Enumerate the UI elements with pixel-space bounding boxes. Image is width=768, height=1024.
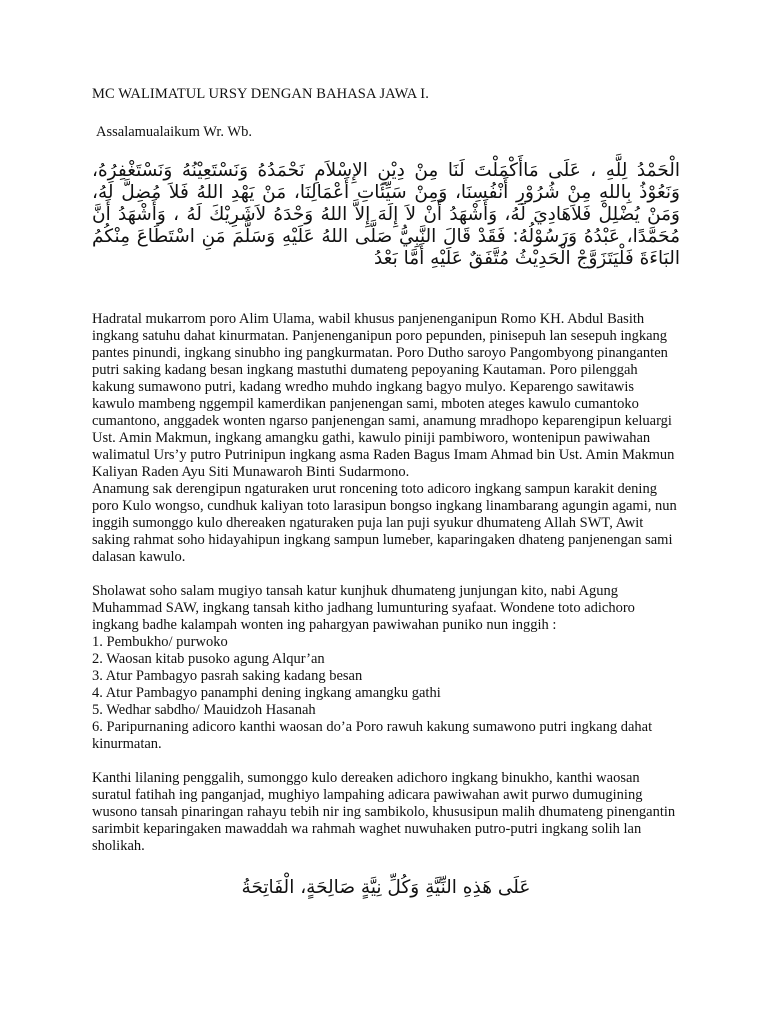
paragraph-gap <box>92 753 680 770</box>
arabic-opening-prayer: الْحَمْدُ لِلَّهِ ، عَلَى مَاأَكْمَلْتَ لَنَا مِنْ دِيْنِ الإِسْلاَمِ نَحْمَدُهُ وَنَسْتَعِيْنُهُ وَنَسْتَغْفِرُهُ، وَنَعُوْذُ بِاللهِ مِنْ شُرُوْرِ أَنْفُسِنَا، وَمِنْ سَيِّئَاتِ أَعْمَالِنَا، مَنْ يَهْدِ اللهُ فَلاَ مُضِلَّ لَهُ، وَمَنْ يُضْلِلْ فَلاَهَادِيَ لَهُ، وَأَشْهَدُ أَنْ لاَ إِلَهَ إِلاَّ اللهُ وَحْدَهُ لاَشَرِيْكَ لَهُ ، وَأَشْهَدُ أَنَّ مُحَمَّدًا، عَبْدُهُ وَرَسُوْلُهُ: فَقَدْ قَالَ النَّبِيُّ صَلَّى اللهُ عَلَيْهِ وَسَلَّمَ مَنِ اسْتَطَاعَ مِنْكُمُ البَاءَةَ فَلْيَتَزَوَّجْ الْحَدِيْثُ مُتَّفَقٌ عَلَيْهِ أَمَّا بَعْدُ <box>92 160 680 269</box>
paragraph-opening-fatihah: Kanthi lilaning penggalih, sumonggo kulo dereaken adichoro ingkang binukho, kanthi waosan suratul fatihah ing panganjad, mughiyo lampahing adicara pawiwahan awit purwo dumugining wusono tansah pinaringan rahayu tebih nir ing sambikolo, khususipun malih dhumateng pinengantin sarimbit keparingaken mawaddah wa rahmah waghet nuwuhaken putro-putri ingkang solih lan sholikah. <box>92 770 676 854</box>
greeting: Assalamualaikum Wr. Wb. <box>96 124 252 140</box>
program-item: 3. Atur Pambagyo pasrah saking kadang besan <box>92 668 363 684</box>
paragraph-gratitude: Anamung sak derengipun ngaturaken urut roncening toto adicoro ingkang sampun karakit dening poro Kulo wongso, cundhuk kaliyan toto larasipun bongso ingkang linambarang agungin agami, nun inggih sumonggo kulo dhereaken ngaturaken puja lan puji syukur dhumateng Allah SWT, Awit saking rahmat soho hidayahipun ingkang sampun lumeber, kaparingaken dhateng panjenengan sami dalasan kawulo. <box>92 481 677 565</box>
program-item: 2. Waosan kitab pusoko agung Alqur’an <box>92 651 325 667</box>
program-item: 1. Pembukho/ purwoko <box>92 634 228 650</box>
program-list <box>92 634 680 753</box>
program-item: 5. Wedhar sabdho/ Mauidzoh Hasanah <box>92 702 316 718</box>
program-item: 4. Atur Pambagyo panamphi dening ingkang amangku gathi <box>92 685 441 701</box>
document-title: MC WALIMATUL URSY DENGAN BAHASA JAWA I. <box>92 86 429 102</box>
paragraph-honorifics: Hadratal mukarrom poro Alim Ulama, wabil khusus panjenenganipun Romo KH. Abdul Basith ingkang satuhu dahat kinurmatan. Panjenenganipun poro pepunden, pinisepuh lan sesepuh ingkang pantes pinundi, ingkang sinubho ing pangkurmatan. Poro Dutho saroyo Pangombyong pinanganten putri saking kadang besan ingkang mastuthi dumateng pepoyaning Kautaman. Poro pilenggah kakung sumawono putri, kadang wredho muhdo ingkang bagyo mulyo. Keparengo sawitawis kawulo mambeng nggempil kamerdikan panjenengan sami, mboten ateges kawulo cumantoko cumantono, anggadek wonten ngarso panjenengan sami, anamung mradhopo keparengipun keluargi Ust. Amin Makmun, ingkang amangku gathi, kawulo piniji pambiworo, wontenipun pawiwahan walimatul Urs’y putro Putrinipun ingkang asma Raden Bagus Imam Ahmad bin Ust. Amin Makmun Kaliyan Raden Ayu Siti Munawaroh Binti Sudarmono. <box>92 311 675 480</box>
paragraph-gap <box>92 566 680 583</box>
body-text <box>92 311 680 855</box>
paragraph-sholawat: Sholawat soho salam mugiyo tansah katur kunjhuk dhumateng junjungan kito, nabi Agung Muhammad SAW, ingkang tansah kitho jadhang lumunturing syafaat. Wondene toto adichoro ingkang badhe kalampah wonten ing pahargyan pawiwahan puniko nun inggih : <box>92 583 635 633</box>
program-item: 6. Paripurnaning adicoro kanthi waosan do’a Poro rawuh kakung sumawono putri ingkang dahat kinurmatan. <box>92 719 653 752</box>
arabic-closing-fatihah: عَلَى هَذِهِ النِّيَّةِ وَكُلِّ نِيَّةٍ صَالِحَةٍ، الْفَاتِحَةُ <box>241 877 531 898</box>
